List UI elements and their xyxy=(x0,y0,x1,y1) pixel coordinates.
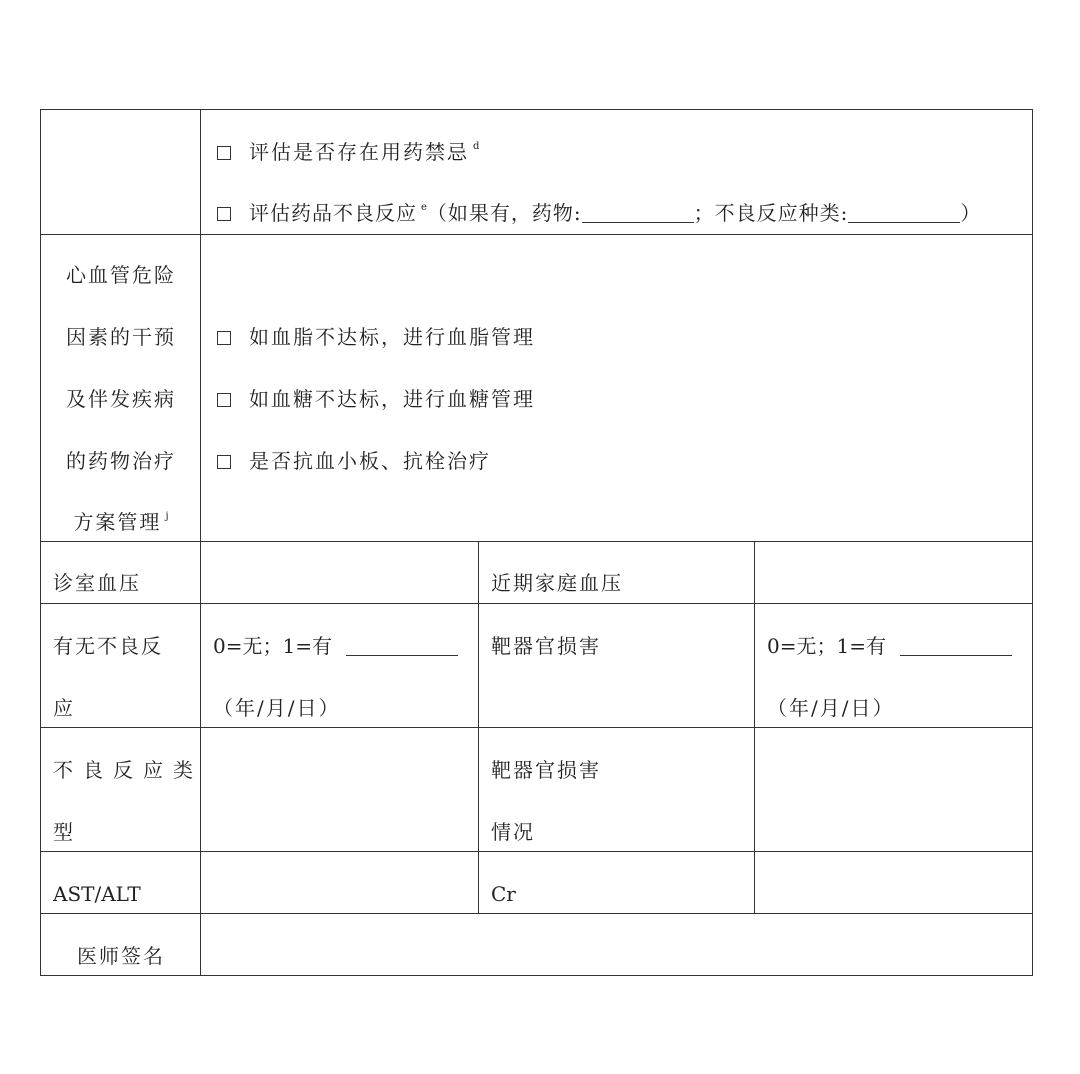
home-bp-label: 近期家庭血压 xyxy=(491,571,623,595)
adverse-reaction-label: 有无不良反 xyxy=(53,634,163,658)
clinic-bp-label: 诊室血压 xyxy=(53,571,141,595)
row-divider xyxy=(41,541,1032,542)
checkbox[interactable] xyxy=(217,146,231,160)
checkbox[interactable] xyxy=(217,331,231,345)
organ-damage-blank-field[interactable] xyxy=(900,637,1012,656)
drug-blank-field[interactable] xyxy=(582,204,694,223)
cr-label: Cr xyxy=(491,882,516,906)
adverse-reaction-value[interactable] xyxy=(213,634,458,658)
footnote-marker: e xyxy=(421,202,427,213)
detail-close: ） xyxy=(960,201,982,225)
item-label: 是否抗血小板、抗栓治疗 xyxy=(249,449,491,473)
row-divider xyxy=(41,851,1032,852)
detail-type-label: ；不良反应种类: xyxy=(693,201,849,225)
value-options: 0=无；1=有 xyxy=(213,634,332,658)
checkbox[interactable] xyxy=(217,207,231,221)
reaction-type-blank-field[interactable] xyxy=(848,204,960,223)
checklist-item-antiplatelet[interactable] xyxy=(217,449,491,473)
ast-alt-label: AST/ALT xyxy=(53,882,141,906)
adverse-type-label: 型 xyxy=(53,820,75,844)
organ-damage-value[interactable] xyxy=(767,634,1012,658)
adverse-type-label: 不良反应类 xyxy=(53,758,203,782)
cv-risk-label-text: 方案管理 xyxy=(73,510,162,534)
footnote-marker: j xyxy=(165,511,169,522)
checkbox[interactable] xyxy=(217,393,231,407)
row-divider xyxy=(41,727,1032,728)
detail-drug-label: （如果有，药物: xyxy=(426,201,582,225)
item-label: 评估药品不良反应 xyxy=(249,201,417,225)
organ-damage-date: （年/月/日） xyxy=(767,696,895,720)
column-divider xyxy=(478,541,479,913)
checkbox[interactable] xyxy=(217,455,231,469)
cv-risk-label-line: 心血管危险 xyxy=(66,263,176,287)
cv-risk-label-line: 因素的干预 xyxy=(66,325,176,349)
row-divider xyxy=(41,913,1032,914)
doctor-signature-label: 医师签名 xyxy=(77,944,165,968)
checklist-item-lipid[interactable] xyxy=(217,325,535,349)
row-divider xyxy=(41,234,1032,235)
item-label: 评估是否存在用药禁忌 xyxy=(249,140,469,164)
organ-damage-status-label: 靶器官损害 xyxy=(491,758,601,782)
cv-risk-label-line-last xyxy=(41,510,201,539)
item-label: 如血糖不达标，进行血糖管理 xyxy=(249,387,535,411)
adverse-reaction-label: 应 xyxy=(53,696,75,720)
adverse-reaction-date: （年/月/日） xyxy=(213,696,341,720)
organ-damage-status-label: 情况 xyxy=(491,820,535,844)
value-options: 0=无；1=有 xyxy=(767,634,886,658)
cv-risk-label-line: 的药物治疗 xyxy=(66,449,176,473)
column-divider xyxy=(200,110,201,975)
checklist-item-adverse-reaction[interactable] xyxy=(217,201,981,230)
footnote-marker: d xyxy=(473,141,480,152)
row-divider xyxy=(41,603,1032,604)
medication-management-form xyxy=(40,109,1033,976)
column-divider xyxy=(754,541,755,913)
organ-damage-label: 靶器官损害 xyxy=(491,634,601,658)
doctor-signature-field[interactable] xyxy=(202,915,1030,973)
checklist-item-contraindication[interactable] xyxy=(217,140,479,169)
checklist-item-glucose[interactable] xyxy=(217,387,535,411)
item-label: 如血脂不达标，进行血脂管理 xyxy=(249,325,535,349)
cv-risk-label-line: 及伴发疾病 xyxy=(66,387,176,411)
adverse-reaction-blank-field[interactable] xyxy=(346,637,458,656)
